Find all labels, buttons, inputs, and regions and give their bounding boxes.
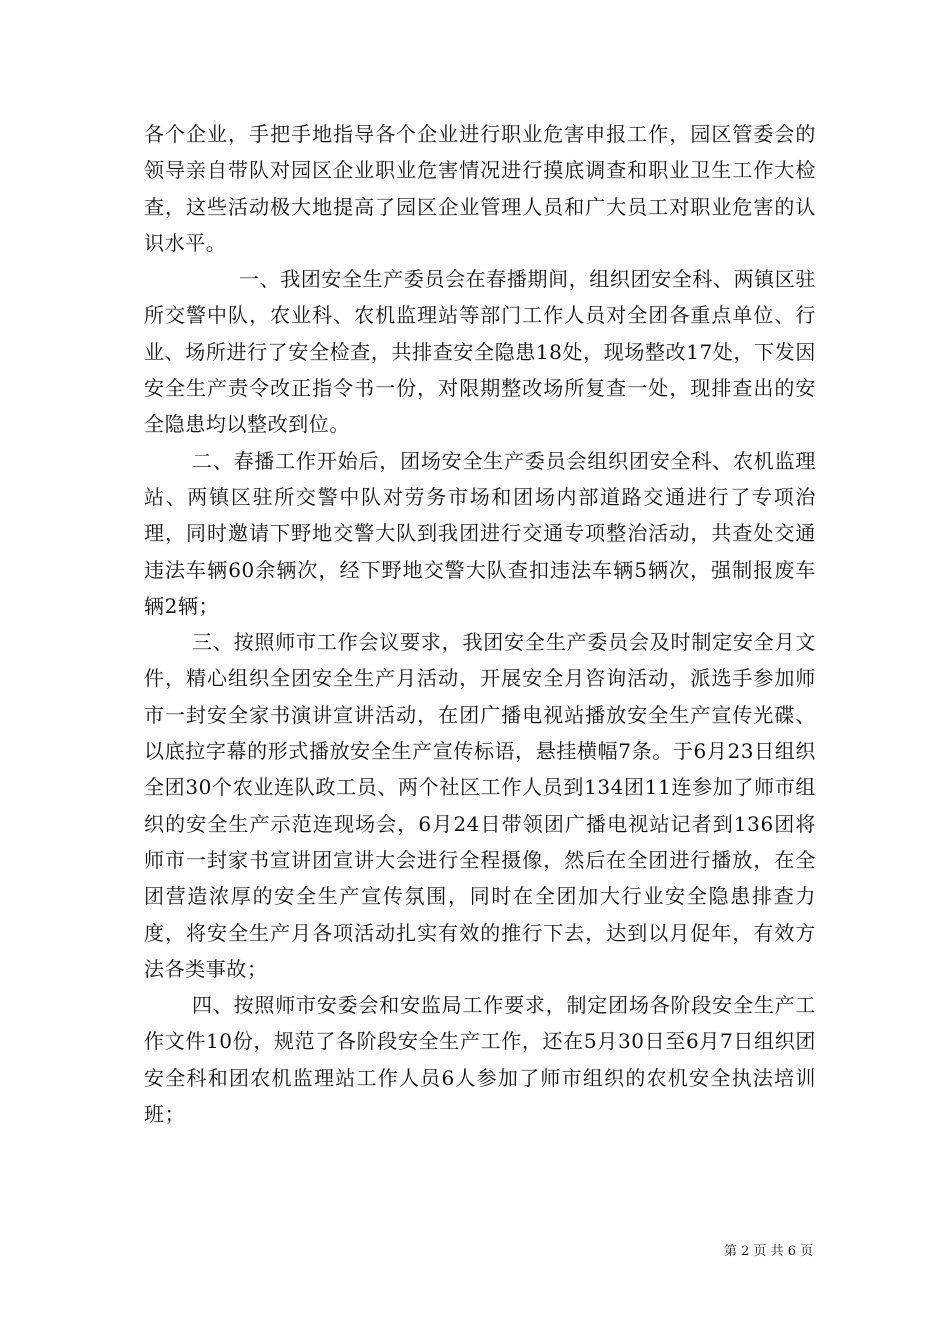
document-body (144, 116, 816, 1132)
paragraph-continuation: 各个企业，手把手地指导各个企业进行职业危害申报工作，园区管委会的领导亲自带队对园区企业职业危害情况进行摸底调查和职业卫生工作大检查，这些活动极大地提高了园区企业管理人员和广大员工对职业危害的认识水平。 (144, 122, 816, 255)
paragraph-item-2: 二、春播工作开始后，团场安全生产委员会组织团安全科、农机监理站、两镇区驻所交警中队对劳务市场和团场内部道路交通进行了专项治理，同时邀请下野地交警大队到我团进行交通专项整治活动，共查处交通违法车辆60余辆次，经下野地交警大队查扣违法车辆5辆次，强制报废车辆2辆； (144, 448, 816, 618)
paragraph-item-1: 一、我团安全生产委员会在春播期间，组织团安全科、两镇区驻所交警中队，农业科、农机监理站等部门工作人员对全团各重点单位、行业、场所进行了安全检查，共排查安全隐患18处，现场整改17处，下发因安全生产责令改正指令书一份，对限期整改场所复查一处，现排查出的安全隐患均以整改到位。 (144, 267, 816, 437)
paragraph-item-4: 四、按照师市安委会和安监局工作要求，制定团场各阶段安全生产工作文件10份，规范了各阶段安全生产工作，还在5月30日至6月7日组织团安全科和团农机监理站工作人员6人参加了师市组织的农机安全执法培训班； (144, 993, 816, 1127)
paragraph-item-3: 三、按照师市工作会议要求，我团安全生产委员会及时制定安全月文件，精心组织全团安全生产月活动，开展安全月咨询活动，派选手参加师市一封安全家书演讲宣讲活动，在团广播电视站播放安全生产宣传光碟、以底拉字幕的形式播放安全生产宣传标语，悬挂横幅7条。于6月23日组织全团30个农业连队政工员、两个社区工作人员到134团11连参加了师市组织的安全生产示范连现场会，6月24日带领团广播电视站记者到136团将师市一封家书宣讲团宣讲大会进行全程摄像，然后在全团进行播放，在全团营造浓厚的安全生产宣传氛围，同时在全团加大行业安全隐患排查力度，将安全生产月各项活动扎实有效的推行下去，达到以月促年，有效方法各类事故； (144, 630, 816, 981)
page-number-footer: 第 2 页 共 6 页 (724, 1244, 814, 1259)
